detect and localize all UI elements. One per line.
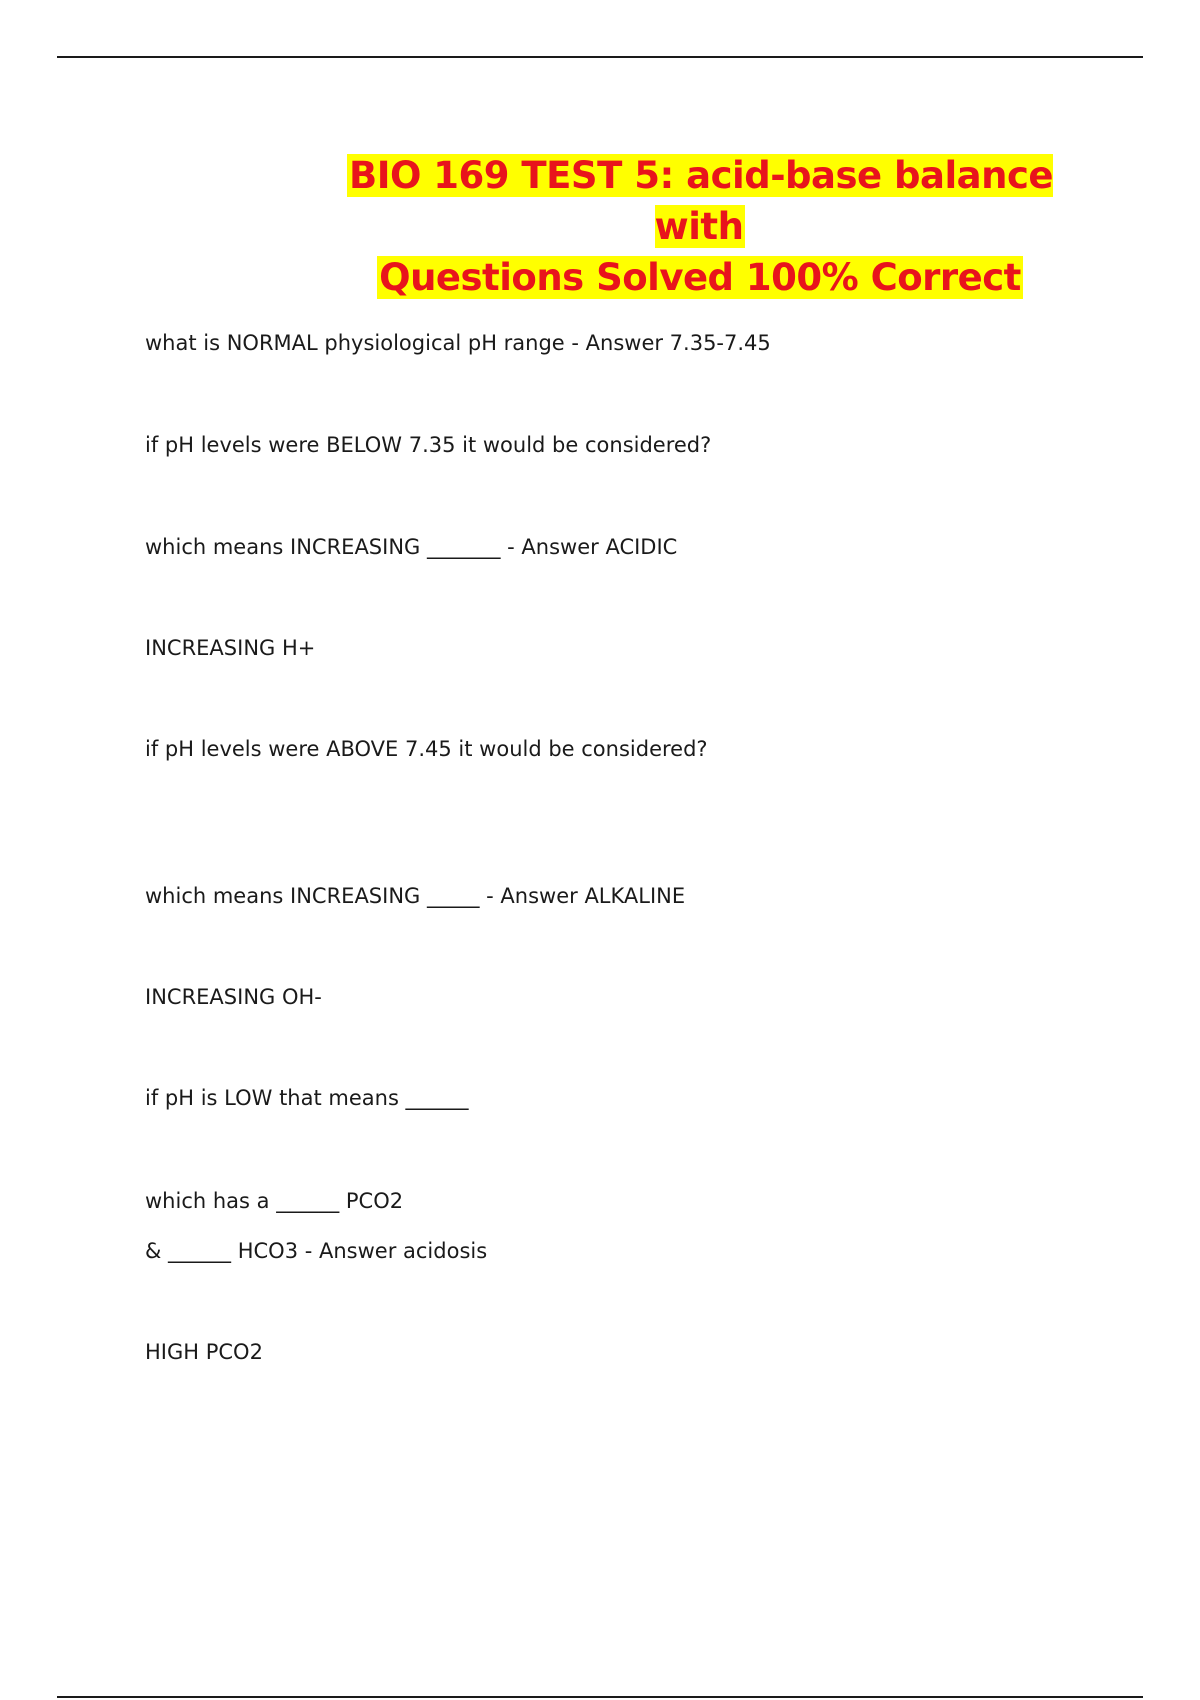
document-title bbox=[320, 150, 1080, 303]
qa-line: what is NORMAL physiological pH range - Answer 7.35-7.45 bbox=[145, 331, 771, 355]
qa-line: HIGH PCO2 bbox=[145, 1340, 263, 1364]
qa-line: INCREASING OH- bbox=[145, 985, 322, 1009]
qa-line: if pH is LOW that means ______ bbox=[145, 1086, 469, 1110]
title-line-1: BIO 169 TEST 5: acid-base balance with bbox=[349, 154, 1053, 248]
qa-line: which means INCREASING _____ - Answer ALKALINE bbox=[145, 884, 686, 908]
qa-line: which means INCREASING _______ - Answer ACIDIC bbox=[145, 535, 678, 559]
footer-rule bbox=[57, 1696, 1143, 1698]
qa-line: if pH levels were BELOW 7.35 it would be considered? bbox=[145, 433, 712, 457]
qa-line: INCREASING H+ bbox=[145, 636, 316, 660]
header-rule bbox=[57, 56, 1143, 58]
qa-line: & ______ HCO3 - Answer acidosis bbox=[145, 1239, 488, 1263]
qa-line: if pH levels were ABOVE 7.45 it would be considered? bbox=[145, 737, 708, 761]
qa-line: which has a ______ PCO2 bbox=[145, 1189, 404, 1213]
title-line-2: Questions Solved 100% Correct bbox=[379, 256, 1021, 299]
